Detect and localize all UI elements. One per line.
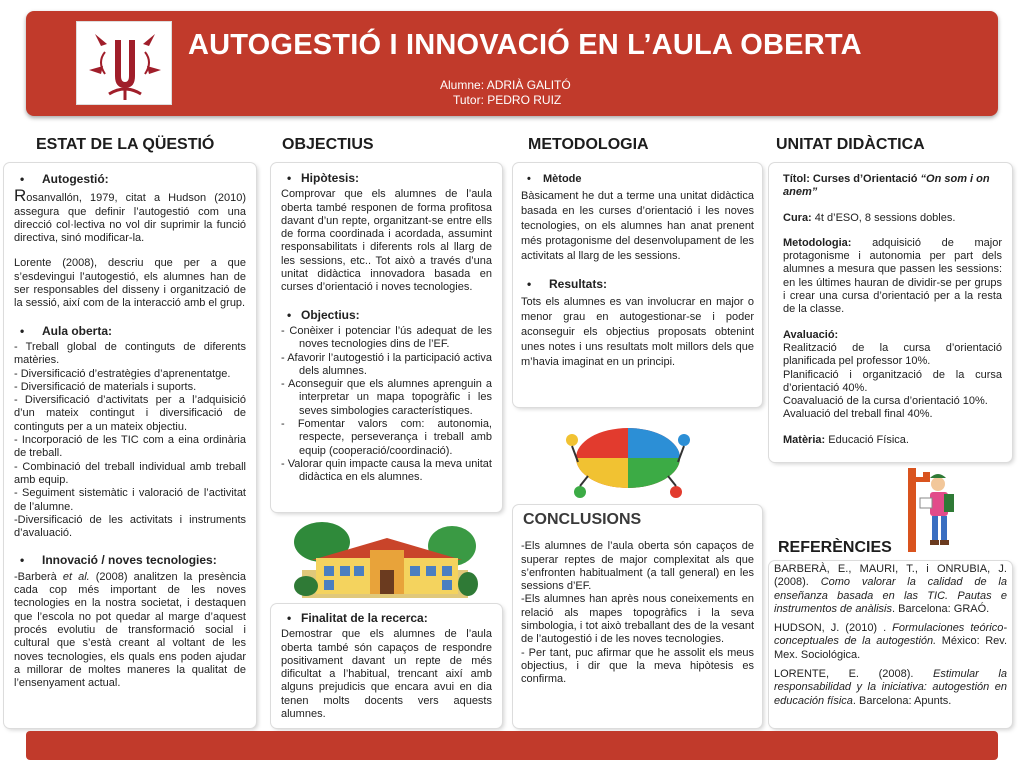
aula-item: - Diversificació d’activitats per a l’adquisició d’un mateix contingut i diversificació de continguts per a un mateix objectiu. xyxy=(14,394,246,433)
footer-bar xyxy=(26,731,998,760)
section-heading-objectius: OBJECTIUS xyxy=(282,136,374,153)
hipotesis-heading: • Hipòtesis: xyxy=(287,171,360,185)
orienteering-hiker-illustration xyxy=(906,466,956,554)
unitat-avaluacio-label: Avaluació: xyxy=(783,328,839,341)
unitat-card xyxy=(769,163,1012,462)
section-heading-unitat: UNITAT DIDÀCTICA xyxy=(776,136,925,153)
autogestio-paragraph-2: Lorente (2008), descriu que per a que s’esdevingui l’autogestió, els alumnes han de ser responsables del disseny i organització de la sessió, així com de la interacció amb el grup. xyxy=(14,257,246,310)
aula-item: - Combinació del treball individual amb treball amb equip. xyxy=(14,460,246,486)
objectiu-item: - Conèixer i potenciar l’ús adequat de les noves tecnologies dins de l’EF. xyxy=(281,324,492,351)
avaluacio-item: Coavaluació de la cursa d’orientació 10%. xyxy=(783,395,988,408)
aula-item: - Diversificació d’estratègies d’aprenentatge. xyxy=(14,367,231,380)
unitat-cura: Cura: 4t d’ESO, 8 sessions dobles. xyxy=(783,211,956,224)
reference-item: LORENTE, E. (2008). Estimular la responsabilidad y la iniciativa: autogestión en educación física. Barcelona: Apunts. xyxy=(774,668,1007,707)
estat-card xyxy=(4,163,256,728)
objectius-card xyxy=(271,163,502,512)
innovacio-heading: • Innovació / noves tecnologies: xyxy=(20,553,217,568)
poster-title: AUTOGESTIÓ I INNOVACIÓ EN L’AULA OBERTA xyxy=(188,29,862,61)
objectiu-item: - Afavorir l’autogestió i la participació activa dels alumnes. xyxy=(281,351,492,377)
section-heading-metodologia: METODOLOGIA xyxy=(528,136,649,153)
autogestio-heading: • Autogestió: xyxy=(20,172,109,186)
aula-item: -Diversificació de les activitats i instruments d’avaluació. xyxy=(14,513,246,540)
hipotesis-paragraph: Comprovar que els alumnes de l’aula oberta també responen de forma profitosa davant d’un repte, organitzant-se entre ells de forma coordinada i acordada, assumint responsabilitats i diferents rols al llarg de les sessions, etc.. Tot això a través d’una unitat didàctica innovadora basada en curses d’orientació i noves tecnologies. xyxy=(281,188,492,294)
avaluacio-item: Avaluació del treball final 40%. xyxy=(783,408,933,421)
unitat-materia: Matèria: Educació Física. xyxy=(783,433,909,446)
objectiu-item: - Valorar quin impacte causa la meva unitat didàctica en els alumnes. xyxy=(281,457,492,484)
metode-paragraph: Bàsicament he dut a terme una unitat didàctica basada en les curses d’orientació i les noves tecnologies, on els alumnes han anat prenent més protagonisme del desenvolupament de les activitats al llarg de les sessions. xyxy=(521,190,754,263)
conclusion-item: -Els alumnes han après nous coneixements en relació als mapes topogràfics i la seva simbologia, i tot això treballant des de la vesant de l’autogestió i de les noves tecnologies. xyxy=(521,593,754,646)
reference-item: HUDSON, J. (2010) . Formulaciones teórico-conceptuales de la autogestión. México: Rev. Mex. Sociológica. xyxy=(774,622,1007,661)
innovacio-paragraph: -Barberà et al. (2008) analitzen la presència cada cop més important de les noves tecnologies en la nostra societat, i destaquen que l’escola no pot quedar al marge d’aquest procés evolutiu de transformació social i cultural que s’està creant al voltant de les noves tecnologies, els quals ens poden ajudar a millorar de moltes maneres la qualitat de l’ensenyament actual. xyxy=(14,570,246,690)
avaluacio-item: Planificació i organització de la cursa d’orientació 40%. xyxy=(783,368,1002,394)
metodologia-card xyxy=(513,163,762,407)
finalitat-paragraph: Demostrar que els alumnes de l’aula oberta també són capaços de respondre positivament davant un repte de més dificultat a l’habitual, trencant així amb alguns prejudicis que encara avui en dia tenen molts docents vers aquests alumnes. xyxy=(281,628,492,721)
section-heading-referencies: REFERÈNCIES xyxy=(778,539,892,556)
section-heading-conclusions: CONCLUSIONS xyxy=(523,511,642,528)
conclusions-card xyxy=(513,505,762,728)
avaluacio-item: Realització de la cursa d’orientació planificada pel professor 10%. xyxy=(783,341,1002,368)
aula-item: - Incorporació de les TIC com a eina ordinària de treball. xyxy=(14,434,246,460)
section-heading-estat: ESTAT DE LA QÜESTIÓ xyxy=(36,136,215,153)
conclusion-item: -Els alumnes de l’aula oberta són capaços de superar reptes de major complexitat als que s’enfronten habitualment (a tall general) en les sessions d’EF. xyxy=(521,540,754,593)
aula-item: - Seguiment sistemàtic i valoració de l’activitat de l’alumne. xyxy=(14,487,246,513)
university-logo-icon xyxy=(76,21,172,105)
aula-item: - Treball global de continguts de diferents matèries. xyxy=(14,340,246,367)
unitat-metodologia: Metodologia: adquisició de major protagonisme i autonomia per part dels alumnes a mesura que passen les sessions: en les últimes hauran de dividir-se per grups i crear una cursa d’orientació per a la resta de la classe. xyxy=(783,236,1002,316)
reference-item: BARBERÀ, E., MAURI, T., i ONRUBIA, J. (2008). Como valorar la calidad de la enseñanza basada en las TIC. Pautas e instrumentos de anàlisis. Barcelona: GRAÓ. xyxy=(774,563,1007,615)
objectiu-item: - Aconseguir que els alumnes aprenguin a interpretar un mapa topogràfic i les seves simbologies característiques. xyxy=(281,378,492,417)
referencies-card xyxy=(769,561,1012,728)
conclusion-item: - Per tant, puc afirmar que he assolit els meus objectius, i dir que la meva hipòtesis es confirma. xyxy=(521,646,754,686)
aula-oberta-heading: • Aula oberta: xyxy=(20,323,113,338)
resultats-heading: • Resultats: xyxy=(527,277,608,292)
puzzle-people-illustration xyxy=(562,410,694,504)
autogestio-paragraph-1: Rosanvallón, 1979, citat a Hudson (2010) assegura que definir l’autogestió com una direcció col·lectiva no vol dir suprimir la funció directiva, sinó modificar-la. xyxy=(14,186,246,245)
objectiu-item: - Fomentar valors com: autonomia, respecte, perseverança i treball amb equip (cooperació/coordinació). xyxy=(281,418,492,457)
tutor-name: Tutor: PEDRO RUIZ xyxy=(453,93,562,107)
finalitat-heading: • Finalitat de la recerca: xyxy=(287,611,428,625)
school-building-illustration xyxy=(292,520,478,600)
unitat-titol: Títol: Curses d’Orientació “On som i on anem” xyxy=(783,173,990,199)
aula-item: - Diversificació de materials i suports. xyxy=(14,380,197,393)
objectius-heading: • Objectius: xyxy=(287,307,360,322)
resultats-paragraph: Tots els alumnes es van involucrar en major o menor grau en autogestionar-se i poder aconseguir els objectius proposats obtenint unes notes i uns resultats molt millors dels que m’havia imaginat en un principi. xyxy=(521,295,754,368)
metode-heading: • Mètode xyxy=(527,173,582,185)
student-name: Alumne: ADRIÀ GALITÓ xyxy=(440,78,571,92)
finalitat-card xyxy=(271,604,502,728)
